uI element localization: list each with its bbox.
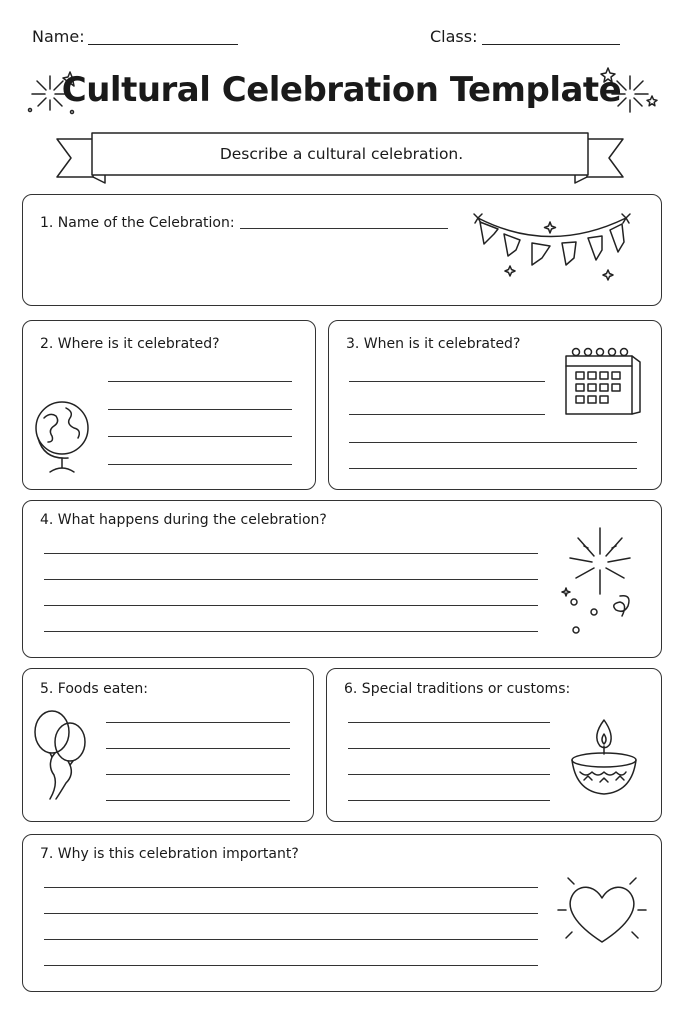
question-4-label: 4. What happens during the celebration? [40, 512, 327, 528]
answer-line[interactable] [349, 468, 637, 469]
answer-line[interactable] [349, 414, 545, 415]
answer-line[interactable] [44, 605, 538, 606]
answer-line[interactable] [44, 579, 538, 580]
answer-line[interactable] [44, 913, 538, 914]
name-field[interactable] [88, 44, 238, 45]
class-field[interactable] [482, 44, 620, 45]
answer-line[interactable] [44, 631, 538, 632]
fireworks-icon [556, 512, 648, 642]
answer-line[interactable] [108, 381, 292, 382]
question-2-label: 2. Where is it celebrated? [40, 336, 220, 352]
answer-line[interactable] [106, 748, 290, 749]
class-label: Class: [430, 27, 478, 46]
answer-line[interactable] [44, 553, 538, 554]
answer-line[interactable] [108, 464, 292, 465]
question-1-label: 1. Name of the Celebration: [40, 215, 235, 231]
question-7-label: 7. Why is this celebration important? [40, 846, 299, 862]
globe-icon [30, 398, 96, 478]
answer-line[interactable] [106, 722, 290, 723]
answer-line[interactable] [349, 442, 637, 443]
answer-line[interactable] [44, 939, 538, 940]
answer-line[interactable] [106, 800, 290, 801]
bunting-icon [470, 210, 640, 288]
heart-icon [554, 868, 650, 952]
answer-line[interactable] [240, 228, 448, 229]
name-label: Name: [32, 27, 85, 46]
answer-line[interactable] [106, 774, 290, 775]
question-3-label: 3. When is it celebrated? [346, 336, 521, 352]
diya-lamp-icon [566, 716, 646, 800]
answer-line[interactable] [349, 381, 545, 382]
balloons-icon [30, 708, 94, 804]
answer-line[interactable] [44, 965, 538, 966]
answer-line[interactable] [348, 748, 550, 749]
answer-line[interactable] [44, 887, 538, 888]
page-subtitle: Describe a cultural celebration. [219, 145, 464, 163]
answer-line[interactable] [108, 436, 292, 437]
calendar-icon [562, 342, 646, 418]
answer-line[interactable] [348, 774, 550, 775]
question-6-label: 6. Special traditions or customs: [344, 681, 571, 697]
question-5-label: 5. Foods eaten: [40, 681, 149, 697]
page-title: Cultural Celebration Template [61, 70, 622, 110]
answer-line[interactable] [348, 800, 550, 801]
answer-line[interactable] [348, 722, 550, 723]
answer-line[interactable] [108, 409, 292, 410]
